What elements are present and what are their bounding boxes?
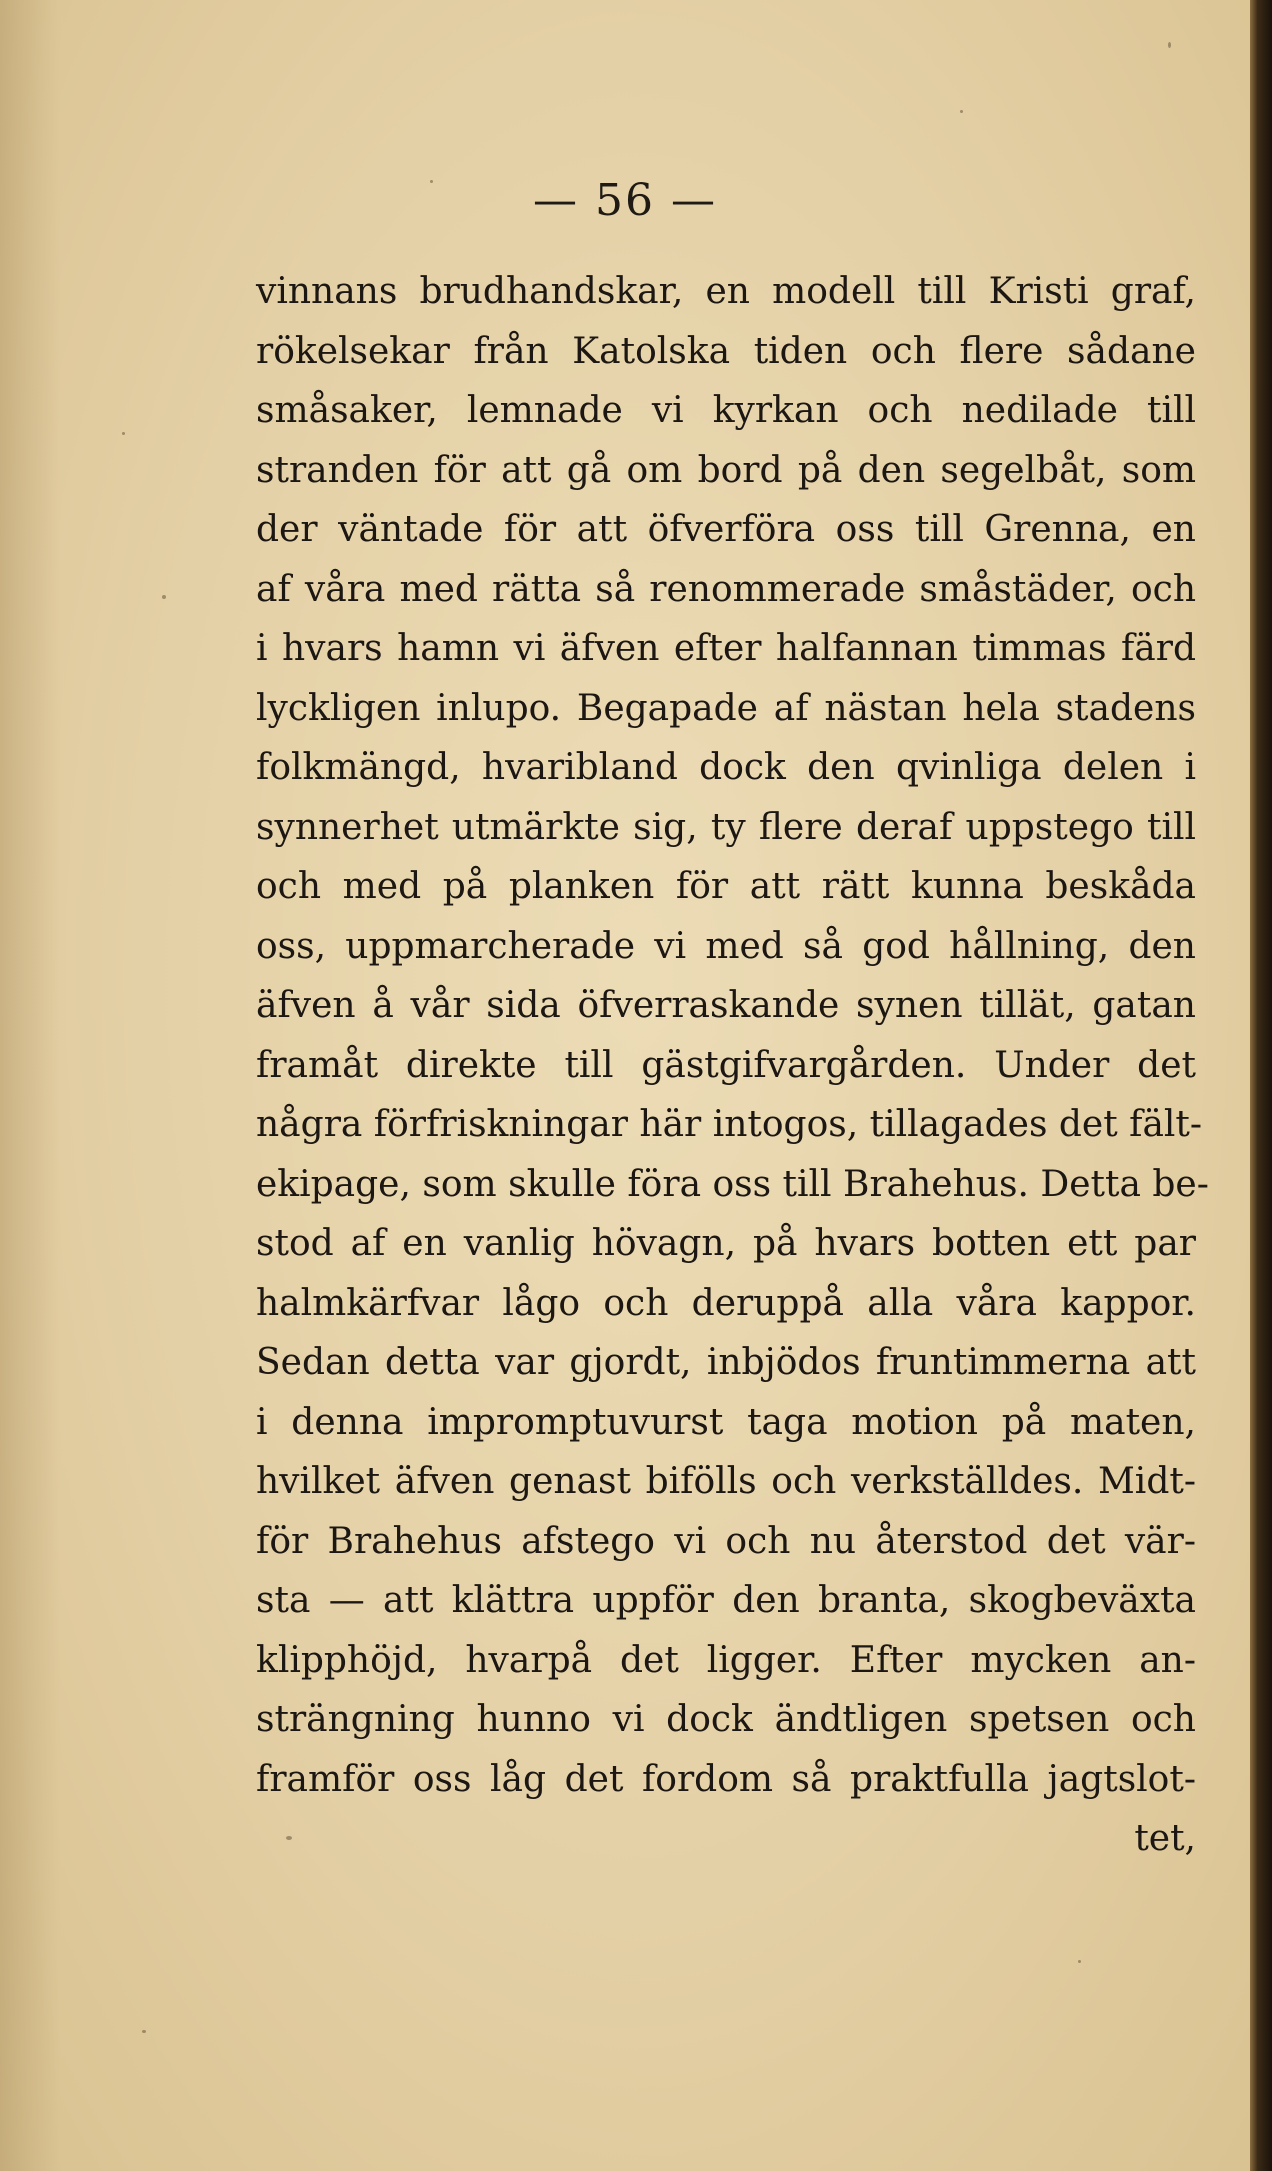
paper-speck — [1078, 1960, 1081, 1963]
text-line: synnerhet utmärkte sig, ty flere deraf uppstego till — [256, 806, 1196, 848]
text-line: der väntade för att öfverföra oss till Grenna, en — [256, 509, 1196, 550]
body-text — [256, 262, 1209, 1869]
text-line: lyckligen inlupo. Begapade af nästan hela stadens — [256, 687, 1196, 729]
text-line-catchword: tet, — [1134, 1818, 1196, 1859]
paper-speck — [960, 110, 963, 113]
text-line: några förfriskningar här intogos, tillagades det fält- — [256, 1104, 1203, 1145]
page-right-edge — [1250, 0, 1272, 2171]
text-line: oss, uppmarcherade vi med så god hållning, den — [256, 925, 1196, 967]
text-line: framåt direkte till gästgifvargården. Under det — [256, 1044, 1196, 1086]
text-line: af våra med rätta så renommerade småstäder, och — [256, 568, 1196, 610]
paper-speck — [1168, 42, 1171, 48]
paper-speck — [142, 2030, 146, 2033]
text-line: och med på planken för att rätt kunna beskåda — [256, 866, 1196, 907]
text-line: i hvars hamn vi äfven efter halfannan timmas färd — [256, 628, 1196, 669]
text-line: stod af en vanlig hövagn, på hvars botten ett par — [256, 1223, 1196, 1264]
paper-speck — [122, 432, 125, 435]
paper-speck — [286, 1836, 292, 1840]
paper-speck — [430, 180, 433, 183]
text-line: halmkärfvar lågo och deruppå alla våra kappor. — [256, 1282, 1196, 1324]
text-line: rökelsekar från Katolska tiden och flere sådane — [256, 330, 1196, 372]
text-line: framför oss låg det fordom så praktfulla jagtslot- — [256, 1758, 1196, 1800]
text-line: i denna impromptuvurst taga motion på maten, — [256, 1401, 1196, 1443]
text-line: folkmängd, hvaribland dock den qvinliga delen i — [256, 747, 1196, 788]
text-line: hvilket äfven genast bifölls och verkställdes. Midt- — [256, 1461, 1196, 1502]
text-line: för Brahehus afstego vi och nu återstod det vär- — [256, 1520, 1196, 1562]
text-line: ekipage, som skulle föra oss till Brahehus. Detta be- — [256, 1163, 1209, 1205]
text-line: vinnans brudhandskar, en modell till Kristi graf, — [256, 271, 1196, 312]
text-line: klipphöjd, hvarpå det ligger. Efter mycken an- — [256, 1639, 1196, 1681]
text-line: stranden för att gå om bord på den segelbåt, som — [256, 449, 1196, 491]
text-line: strängning hunno vi dock ändtligen spetsen och — [256, 1699, 1196, 1740]
text-line: äfven å vår sida öfverraskande synen tillät, gatan — [256, 985, 1196, 1026]
text-line: småsaker, lemnade vi kyrkan och nedilade till — [256, 390, 1196, 431]
page-gutter-shade — [0, 0, 60, 2171]
text-line: sta — att klättra uppför den branta, skogbeväxta — [256, 1580, 1196, 1621]
paper-speck — [162, 595, 166, 599]
text-line: Sedan detta var gjordt, inbjödos fruntimmerna att — [256, 1342, 1196, 1383]
page-number: — 56 — — [533, 175, 717, 226]
